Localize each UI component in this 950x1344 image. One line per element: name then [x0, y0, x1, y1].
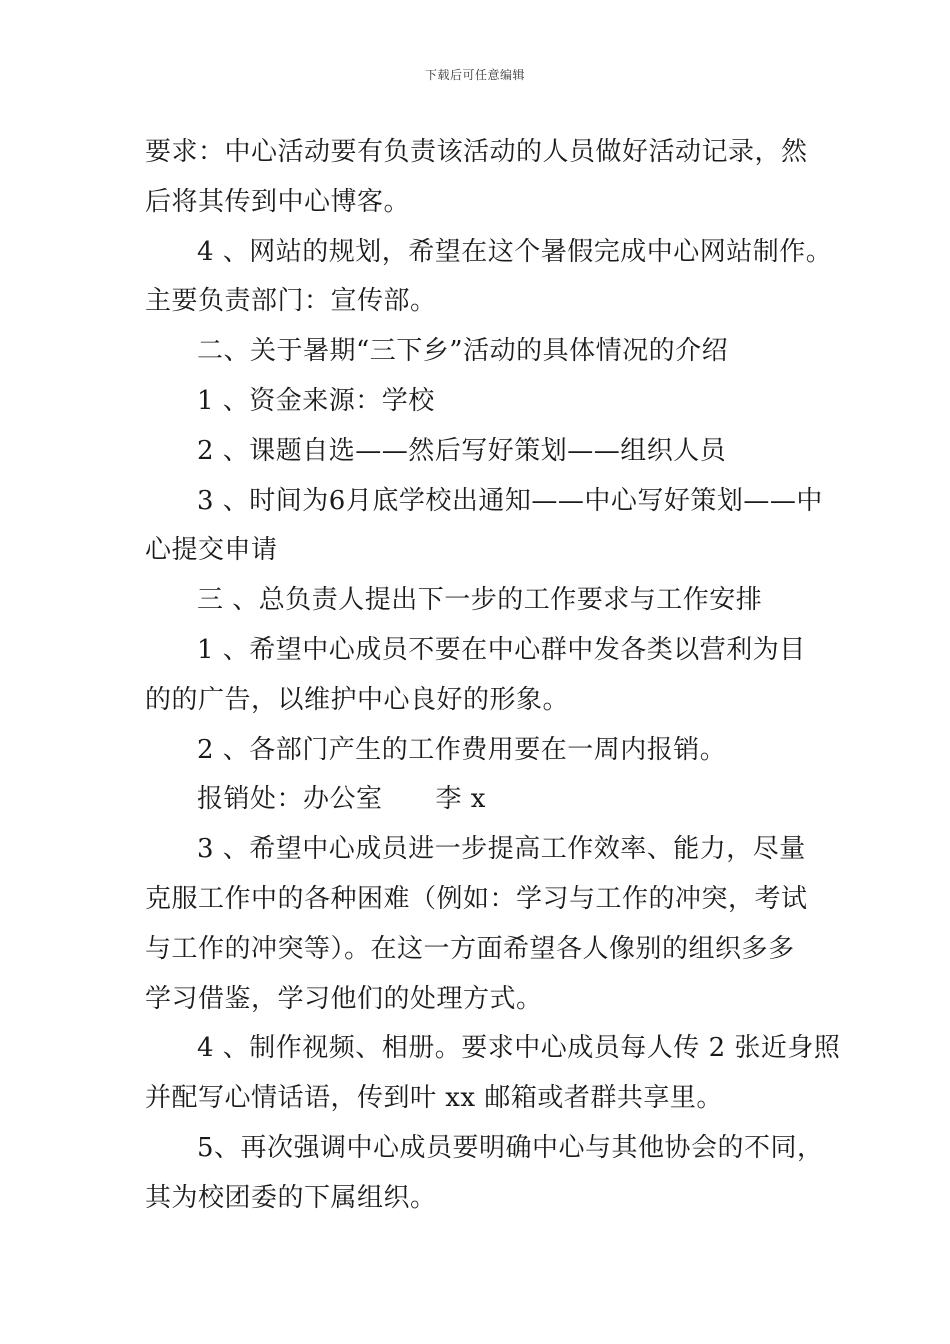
paragraph-line: 并配写心情话语，传到叶 xx 邮箱或者群共享里。 — [145, 1083, 723, 1114]
paragraph-line: 3 、时间为6月底学校出通知——中心写好策划——中 — [197, 485, 823, 516]
paragraph-line: 后将其传到中心博客。 — [145, 186, 411, 217]
section-heading: 三 、总负责人提出下一步的工作要求与工作安排 — [197, 585, 763, 616]
paragraph-line: 与工作的冲突等）。在这一方面希望各人像别的组织多多 — [145, 933, 795, 964]
paragraph-line: 5、再次强调中心成员要明确中心与其他协会的不同， — [197, 1132, 824, 1163]
paragraph-line: 3 、希望中心成员进一步提高工作效率、能力，尽量 — [197, 834, 806, 865]
paragraph-line: 其为校团委的下属组织。 — [145, 1182, 437, 1213]
paragraph-line: 克服工作中的各种困难（例如：学习与工作的冲突，考试 — [145, 883, 808, 914]
paragraph-line: 4 、制作视频、相册。要求中心成员每人传 2 张近身照 — [197, 1033, 841, 1064]
paragraph-line: 2 、课题自选——然后写好策划——组织人员 — [197, 435, 727, 466]
paragraph-line: 1 、希望中心成员不要在中心群中发各类以营利为目 — [197, 634, 806, 665]
paragraph-line: 2 、各部门产生的工作费用要在一周内报销。 — [197, 734, 727, 765]
paragraph-line: 心提交申请 — [145, 535, 278, 566]
paragraph-line: 学习借鉴，学习他们的处理方式。 — [145, 983, 543, 1014]
page-header: 下载后可任意编辑 — [424, 68, 525, 82]
section-heading: 二、关于暑期“三下乡”活动的具体情况的介绍 — [197, 336, 729, 367]
paragraph-line: 报销处：办公室 李 x — [197, 784, 486, 815]
paragraph-line: 的的广告，以维护中心良好的形象。 — [145, 684, 570, 715]
paragraph-line: 主要负责部门：宣传部。 — [145, 286, 437, 317]
paragraph-line: 1 、资金来源：学校 — [197, 385, 435, 416]
document-body — [145, 128, 841, 1224]
paragraph-line: 4 、网站的规划，希望在这个暑假完成中心网站制作。 — [197, 236, 833, 267]
paragraph-line: 要求：中心活动要有负责该活动的人员做好活动记录，然 — [145, 137, 808, 167]
